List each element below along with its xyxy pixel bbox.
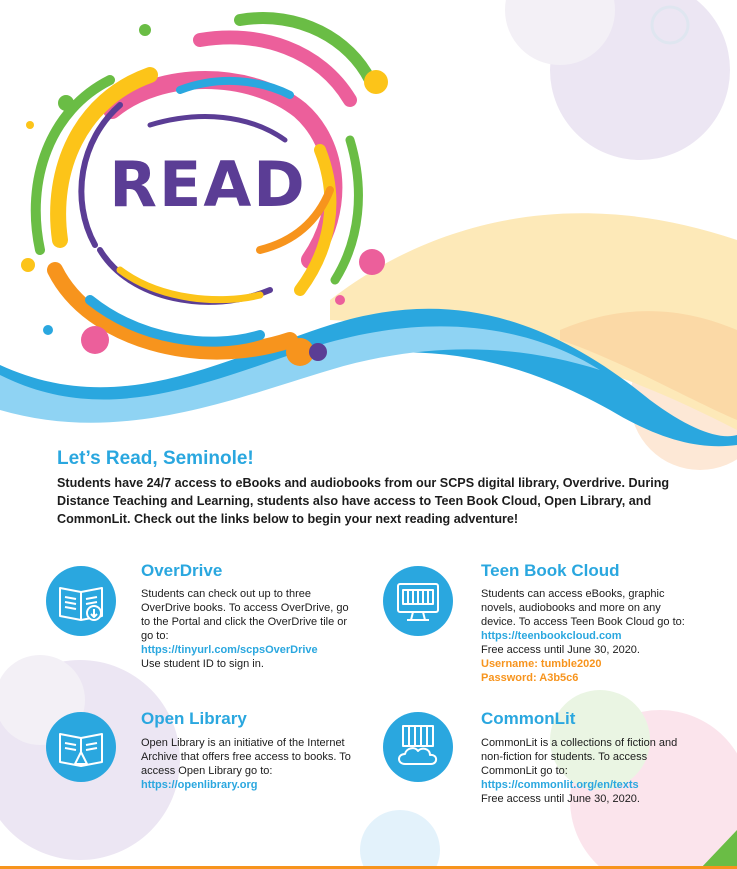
openlibrary-link[interactable]: https://openlibrary.org — [141, 779, 258, 791]
overdrive-text: Students can check out up to three OverDrive books. To access OverDrive, go to the Portal and click the OverDrive tile or go to: — [141, 588, 349, 642]
page-title: Let’s Read, Seminole! — [57, 448, 254, 469]
overdrive-note: Use student ID to sign in. — [141, 658, 264, 670]
openlibrary-title: Open Library — [141, 709, 247, 728]
commonlit-note: Free access until June 30, 2020. — [481, 793, 640, 805]
teenbookcloud-note: Free access until June 30, 2020. — [481, 644, 640, 656]
teenbookcloud-link[interactable]: https://teenbookcloud.com — [481, 630, 622, 642]
teenbookcloud-text: Students can access eBooks, graphic novels, audiobooks and more on any device. To access Teen Book Cloud go to: — [481, 588, 685, 628]
computer-library-icon — [383, 566, 453, 636]
intro-paragraph: Students have 24/7 access to eBooks and audiobooks from our SCPS digital library, Overdrive. During Distance Teaching and Learning, students also have access to Teen Book Cloud, Open Library, and CommonLit. Check out the links below to begin your next reading adventure! — [57, 476, 670, 526]
commonlit-text: CommonLit is a collections of fiction and non-fiction for students. To access CommonLit go to: — [481, 737, 678, 777]
openlibrary-description — [141, 736, 353, 792]
book-accessibility-icon — [46, 712, 116, 782]
openlibrary-text: Open Library is an initiative of the Internet Archive that offers free access to books. To access Open Library go to: — [141, 737, 351, 777]
teenbookcloud-username: Username: tumble2020 — [481, 658, 602, 670]
teenbookcloud-description — [481, 587, 691, 685]
commonlit-description — [481, 736, 691, 806]
teenbookcloud-title: Teen Book Cloud — [481, 561, 620, 580]
commonlit-title: CommonLit — [481, 709, 576, 728]
teenbookcloud-password: Password: A3b5c6 — [481, 672, 579, 684]
bg-circle — [360, 810, 440, 869]
book-download-icon — [46, 566, 116, 636]
read-logo-word: READ — [109, 148, 307, 221]
cloud-library-icon — [383, 712, 453, 782]
overdrive-description — [141, 587, 353, 671]
overdrive-title: OverDrive — [141, 561, 223, 580]
commonlit-link[interactable]: https://commonlit.org/en/texts — [481, 779, 639, 791]
overdrive-link[interactable]: https://tinyurl.com/scpsOverDrive — [141, 644, 318, 656]
